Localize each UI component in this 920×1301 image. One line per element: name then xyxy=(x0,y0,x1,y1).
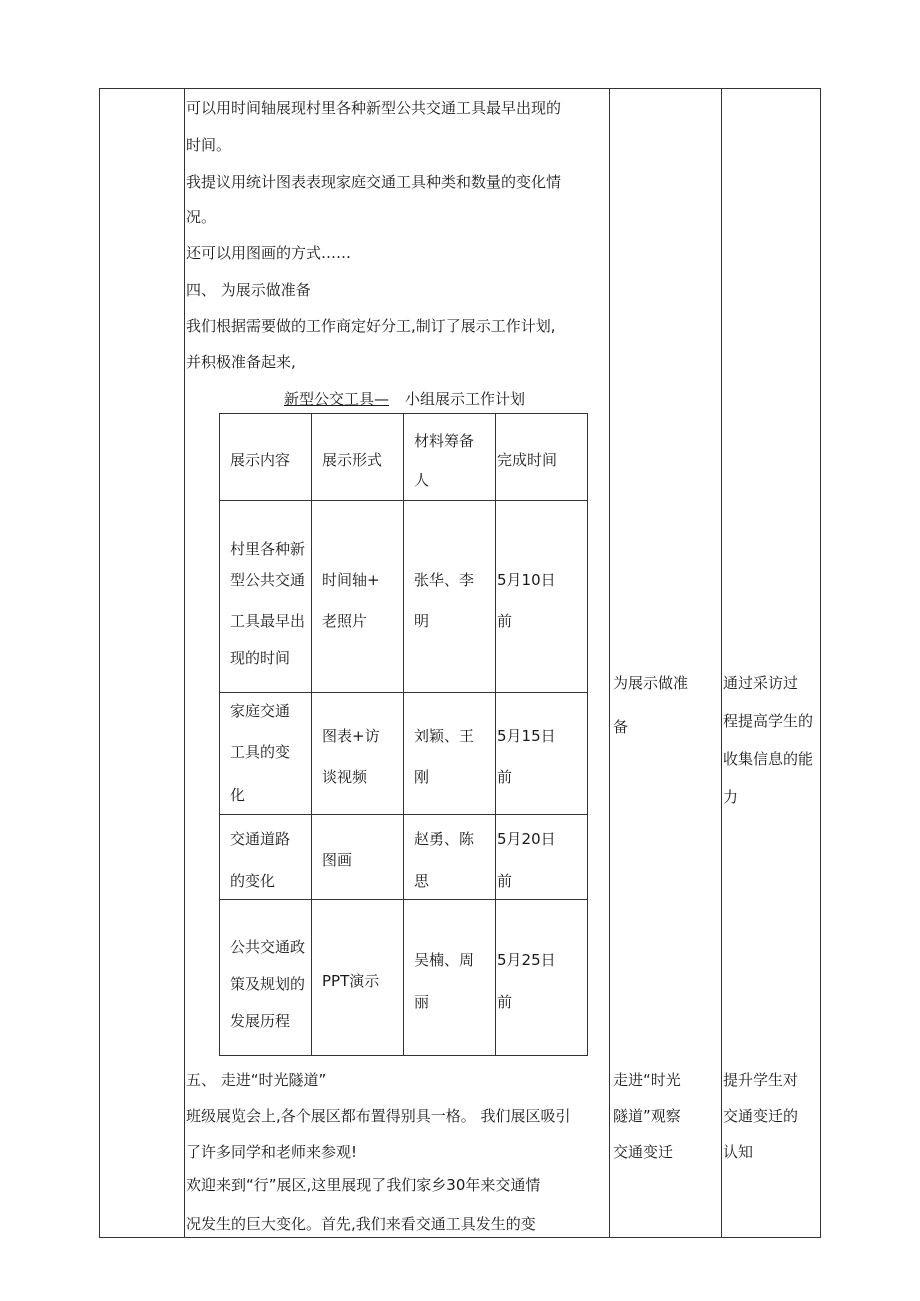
row3-content: 交通道路 xyxy=(230,830,291,848)
row4-deadline: 5月25日 xyxy=(497,951,556,969)
header-preparer: 材料筹备 xyxy=(414,432,475,450)
outer-table-top-border xyxy=(99,88,821,89)
plan-table-line xyxy=(495,413,496,1056)
text-line: 我们根据需要做的工作商定好分工,制订了展示工作计划, xyxy=(186,317,556,335)
row2-content: 工具的变 xyxy=(230,743,291,761)
row4-form: PPT演示 xyxy=(322,972,380,990)
row2-preparer: 刘颖、王 xyxy=(414,727,475,745)
row1-content: 型公共交通 xyxy=(230,571,306,589)
outer-table-bottom-border xyxy=(99,1237,821,1238)
intent-text: 交通变迁的 xyxy=(723,1107,799,1125)
intent-text: 收集信息的能 xyxy=(723,750,814,768)
row3-preparer: 赵勇、陈 xyxy=(414,830,475,848)
row1-content: 工具最早出 xyxy=(230,612,306,630)
header-preparer: 人 xyxy=(414,471,430,489)
plan-table-line xyxy=(311,413,312,1056)
row2-form: 谈视频 xyxy=(322,768,368,786)
header-deadline: 完成时间 xyxy=(497,451,558,469)
header-form: 展示形式 xyxy=(322,451,383,469)
activity-text: 备 xyxy=(613,718,629,736)
plan-table-line xyxy=(219,413,220,1056)
outer-table-left-border xyxy=(99,88,100,1238)
text-line: 了许多同学和老师来参观! xyxy=(186,1143,358,1161)
caption-suffix: 小组展示工作计划 xyxy=(405,390,526,408)
row4-preparer: 吴楠、周 xyxy=(414,951,475,969)
intent-text: 认知 xyxy=(723,1143,754,1161)
row4-content: 公共交通政 xyxy=(230,938,306,956)
activity-text: 交通变迁 xyxy=(613,1143,674,1161)
outer-table-col-divider-1 xyxy=(184,88,185,1238)
caption-dash: — xyxy=(374,390,390,408)
text-line: 况发生的巨大变化。首先,我们来看交通工具发生的变 xyxy=(186,1215,536,1233)
activity-text: 走进“时光 xyxy=(613,1071,681,1089)
row1-preparer: 张华、李 xyxy=(414,571,475,589)
row2-preparer: 刚 xyxy=(414,768,430,786)
row3-deadline: 5月20日 xyxy=(497,830,556,848)
text-line: 还可以用图画的方式…… xyxy=(186,244,352,262)
row3-preparer: 思 xyxy=(414,872,430,890)
plan-table-line xyxy=(587,413,588,1056)
row1-deadline: 前 xyxy=(497,612,513,630)
intent-text: 通过采访过 xyxy=(723,674,799,692)
outer-table-right-border xyxy=(820,88,821,1238)
row2-deadline: 5月15日 xyxy=(497,727,556,745)
row1-deadline: 5月10日 xyxy=(497,571,556,589)
text-line: 时间。 xyxy=(186,136,232,154)
row3-form: 图画 xyxy=(322,851,353,869)
row2-content: 化 xyxy=(230,786,246,804)
row2-deadline: 前 xyxy=(497,768,513,786)
text-line: 班级展览会上,各个展区都布置得别具一格。 我们展区吸引 xyxy=(186,1107,571,1125)
row3-content: 的变化 xyxy=(230,872,276,890)
activity-text: 隧道”观察 xyxy=(613,1107,681,1125)
text-line: 并积极准备起来, xyxy=(186,353,296,371)
row3-deadline: 前 xyxy=(497,872,513,890)
row1-content: 现的时间 xyxy=(230,649,291,667)
row2-content: 家庭交通 xyxy=(230,702,291,720)
row4-content: 发展历程 xyxy=(230,1012,291,1030)
text-line: 况。 xyxy=(186,208,217,226)
caption-prefix: 新型公交工具 xyxy=(284,390,375,408)
row2-form: 图表+访 xyxy=(322,727,380,745)
text-line: 我提议用统计图表表现家庭交通工具种类和数量的变化情 xyxy=(186,173,562,191)
outer-table-col-divider-3 xyxy=(721,88,722,1238)
outer-table-col-divider-2 xyxy=(609,88,610,1238)
header-content: 展示内容 xyxy=(230,451,291,469)
text-line: 欢迎来到“行”展区,这里展现了我们家乡30年来交通情 xyxy=(186,1176,541,1194)
row1-preparer: 明 xyxy=(414,612,430,630)
row4-deadline: 前 xyxy=(497,993,513,1011)
plan-table-caption xyxy=(284,389,525,409)
intent-text: 力 xyxy=(723,788,739,806)
row1-form: 时间轴+ xyxy=(322,571,380,589)
row4-content: 策及规划的 xyxy=(230,975,306,993)
intent-text: 提升学生对 xyxy=(723,1071,799,1089)
text-line: 可以用时间轴展现村里各种新型公共交通工具最早出现的 xyxy=(186,99,562,117)
section-heading: 四、 为展示做准备 xyxy=(186,281,311,299)
activity-text: 为展示做准 xyxy=(613,674,689,692)
row1-content: 村里各种新 xyxy=(230,540,306,558)
plan-table-line xyxy=(403,413,404,1056)
row1-form: 老照片 xyxy=(322,612,368,630)
row4-preparer: 丽 xyxy=(414,993,430,1011)
section-heading: 五、 走进“时光隧道” xyxy=(186,1071,327,1089)
intent-text: 程提高学生的 xyxy=(723,712,814,730)
